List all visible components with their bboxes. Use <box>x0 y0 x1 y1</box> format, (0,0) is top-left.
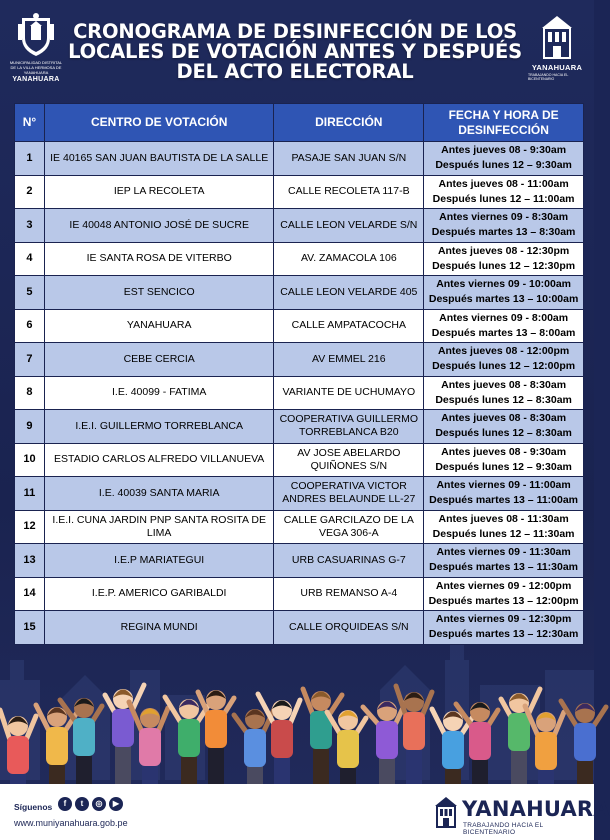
row-schedule <box>424 309 584 343</box>
person-figure <box>303 689 342 784</box>
schedule-antes: Antes jueves 08 - 12:00pm <box>437 345 570 358</box>
table-row <box>15 376 584 410</box>
table-row <box>15 142 584 176</box>
row-address: CALLE LEON VELARDE 405 <box>274 276 424 310</box>
footer-building-icon <box>434 796 458 828</box>
table-row <box>15 276 584 310</box>
schedule-table <box>14 103 584 645</box>
row-number: 15 <box>15 611 45 645</box>
row-schedule <box>424 477 584 511</box>
person-figure <box>501 689 540 784</box>
row-center: IE 40048 ANTONIO JOSÉ DE SUCRE <box>44 209 274 243</box>
row-address: AV JOSE ABELARDO QUIÑONES S/N <box>274 443 424 477</box>
row-address: PASAJE SAN JUAN S/N <box>274 142 424 176</box>
schedule-despues: Después lunes 12 – 9:30am <box>435 460 572 473</box>
schedule-antes: Antes jueves 08 - 11:00am <box>438 177 569 190</box>
row-number: 4 <box>15 242 45 276</box>
row-center: IEP LA RECOLETA <box>44 175 274 209</box>
footer-brand: YANAHUARA <box>462 797 610 821</box>
row-schedule <box>424 343 584 377</box>
row-address: CALLE ORQUIDEAS S/N <box>274 611 424 645</box>
footer-tagline: TRABAJANDO HACIA EL BICENTENARIO <box>463 822 544 836</box>
schedule-despues: Después lunes 12 – 8:30am <box>435 393 572 406</box>
schedule-antes: Antes viernes 09 - 8:30am <box>439 211 569 224</box>
person-figure <box>105 685 144 784</box>
row-center: I.E. 40039 SANTA MARIA <box>44 477 274 511</box>
social-links <box>58 797 123 811</box>
table-row <box>15 309 584 343</box>
schedule-despues: Después martes 13 – 10:00am <box>428 293 579 306</box>
person-figure <box>525 706 564 784</box>
table-row <box>15 343 584 377</box>
row-number: 12 <box>15 510 45 544</box>
municipality-brand: YANAHUARA <box>12 76 60 83</box>
building-icon <box>540 14 574 60</box>
row-schedule <box>424 175 584 209</box>
row-number: 13 <box>15 544 45 578</box>
row-address: COOPERATIVA GUILLERMO TORREBLANCA B20 <box>274 410 424 444</box>
row-address: URB CASUARINAS G-7 <box>274 544 424 578</box>
schedule-despues: Después martes 13 – 11:00am <box>429 494 579 507</box>
row-number: 6 <box>15 309 45 343</box>
instagram-icon[interactable]: ◎ <box>92 797 106 811</box>
header-center: CENTRO DE VOTACIÓN <box>44 104 274 142</box>
row-address: CALLE AMPATACOCHA <box>274 309 424 343</box>
row-number: 8 <box>15 376 45 410</box>
yanahuara-brand: YANAHUARA <box>531 63 583 72</box>
website-link[interactable]: www.muniyanahuara.gob.pe <box>14 818 128 828</box>
table-row <box>15 443 584 477</box>
table-row <box>15 510 584 544</box>
row-center: IE 40165 SAN JUAN BAUTISTA DE LA SALLE <box>44 142 274 176</box>
follow-label: Síguenos <box>14 802 53 812</box>
schedule-despues: Después martes 13 – 8:00am <box>431 326 576 339</box>
schedule-despues: Después martes 13 – 12:30am <box>428 628 579 641</box>
schedule-despues: Después lunes 12 – 11:30am <box>432 527 575 540</box>
row-schedule <box>424 209 584 243</box>
row-address: CALLE RECOLETA 117-B <box>274 175 424 209</box>
row-center: I.E.P MARIATEGUI <box>44 544 274 578</box>
schedule-despues: Después lunes 12 – 12:00pm <box>432 360 576 373</box>
row-number: 5 <box>15 276 45 310</box>
title-line-2: LOCALES DE VOTACIÓN ANTES Y DESPUÉS <box>68 40 522 63</box>
schedule-despues: Después lunes 12 – 8:30am <box>435 427 572 440</box>
row-address: AV EMMEL 216 <box>274 343 424 377</box>
table-row <box>15 209 584 243</box>
row-number: 3 <box>15 209 45 243</box>
row-schedule <box>424 276 584 310</box>
schedule-despues: Después lunes 12 – 9:30am <box>435 159 572 172</box>
schedule-despues: Después martes 13 – 8:30am <box>431 226 576 239</box>
page-title <box>64 22 526 82</box>
schedule-antes: Antes jueves 08 - 9:30am <box>441 445 567 458</box>
municipality-logo <box>10 12 62 86</box>
header-address: DIRECCIÓN <box>274 104 424 142</box>
person-figure <box>363 697 408 784</box>
person-figure <box>129 702 168 784</box>
row-schedule <box>424 510 584 544</box>
row-number: 1 <box>15 142 45 176</box>
row-center: EST SENCICO <box>44 276 274 310</box>
row-schedule <box>424 142 584 176</box>
row-schedule <box>424 410 584 444</box>
row-schedule <box>424 242 584 276</box>
schedule-antes: Antes viernes 09 - 8:00am <box>439 311 569 324</box>
youtube-icon[interactable]: ▶ <box>109 797 123 811</box>
row-center: REGINA MUNDI <box>44 611 274 645</box>
row-center: IE SANTA ROSA DE VITERBO <box>44 242 274 276</box>
row-address: VARIANTE DE UCHUMAYO <box>274 376 424 410</box>
row-address: CALLE LEON VELARDE S/N <box>274 209 424 243</box>
row-schedule <box>424 577 584 611</box>
row-address: AV. ZAMACOLA 106 <box>274 242 424 276</box>
header-number: N° <box>15 104 45 142</box>
row-number: 9 <box>15 410 45 444</box>
schedule-antes: Antes viernes 09 - 11:00am <box>436 479 571 492</box>
row-center: I.E.I. GUILLERMO TORREBLANCA <box>44 410 274 444</box>
person-figure <box>561 701 606 784</box>
person-figure <box>165 697 210 784</box>
table-row <box>15 544 584 578</box>
schedule-antes: Antes jueves 08 - 11:30am <box>438 512 569 525</box>
row-address: CALLE GARCILAZO DE LA VEGA 306-A <box>274 510 424 544</box>
facebook-icon[interactable]: f <box>58 797 72 811</box>
row-address: COOPERATIVA VICTOR ANDRES BELAUNDE LL-27 <box>274 477 424 511</box>
row-schedule <box>424 544 584 578</box>
table-row <box>15 175 584 209</box>
row-number: 2 <box>15 175 45 209</box>
schedule-antes: Antes viernes 09 - 10:00am <box>436 278 572 291</box>
title-line-1: CRONOGRAMA DE DESINFECCIÓN DE LOS <box>73 20 517 43</box>
person-figure <box>327 710 366 784</box>
schedule-despues: Después lunes 12 – 11:00am <box>432 192 575 205</box>
person-figure <box>396 686 432 784</box>
row-center: YANAHUARA <box>44 309 274 343</box>
schedule-antes: Antes jueves 08 - 9:30am <box>441 144 567 157</box>
table-row <box>15 577 584 611</box>
row-number: 10 <box>15 443 45 477</box>
schedule-despues: Después lunes 12 – 12:30pm <box>432 259 576 272</box>
row-number: 7 <box>15 343 45 377</box>
row-center: I.E. 40099 - FATIMA <box>44 376 274 410</box>
twitter-icon[interactable]: t <box>75 797 89 811</box>
row-schedule <box>424 376 584 410</box>
table-header-row <box>15 104 584 142</box>
schedule-antes: Antes viernes 09 - 11:30am <box>436 546 571 559</box>
person-figure <box>198 690 234 784</box>
header-date: FECHA Y HORA DE DESINFECCIÓN <box>424 104 584 142</box>
table-row <box>15 477 584 511</box>
title-line-3: DEL ACTO ELECTORAL <box>176 60 414 83</box>
person-figure <box>0 710 36 784</box>
row-number: 11 <box>15 477 45 511</box>
yanahuara-logo <box>528 14 586 90</box>
schedule-antes: Antes jueves 08 - 8:30am <box>441 378 567 391</box>
schedule-antes: Antes jueves 08 - 8:30am <box>441 412 567 425</box>
table-body <box>15 142 584 645</box>
schedule-despues: Después martes 13 – 12:00pm <box>428 594 579 607</box>
row-center: I.E.I. CUNA JARDIN PNP SANTA ROSITA DE LIMA <box>44 510 274 544</box>
schedule-antes: Antes viernes 09 - 12:00pm <box>435 579 572 592</box>
row-schedule <box>424 443 584 477</box>
row-schedule <box>424 611 584 645</box>
row-address: URB REMANSO A-4 <box>274 577 424 611</box>
row-center: ESTADIO CARLOS ALFREDO VILLANUEVA <box>44 443 274 477</box>
municipality-caption: MUNICIPALIDAD DISTRITAL DE LA VILLA HERMOSA DE YANAHUARA <box>9 60 63 75</box>
schedule-despues: Después martes 13 – 11:30am <box>429 561 579 574</box>
row-center: I.E.P. AMERICO GARIBALDI <box>44 577 274 611</box>
yanahuara-tagline: TRABAJANDO HACIA EL BICENTENARIO <box>528 73 569 81</box>
schedule-antes: Antes viernes 09 - 12:30pm <box>435 613 572 626</box>
row-center: CEBE CERCIA <box>44 343 274 377</box>
table-row <box>15 611 584 645</box>
row-number: 14 <box>15 577 45 611</box>
crowd-illustration <box>0 656 594 784</box>
schedule-antes: Antes jueves 08 - 12:30pm <box>437 244 570 257</box>
table-row <box>15 242 584 276</box>
table-row <box>15 410 584 444</box>
crest-icon <box>16 12 56 58</box>
